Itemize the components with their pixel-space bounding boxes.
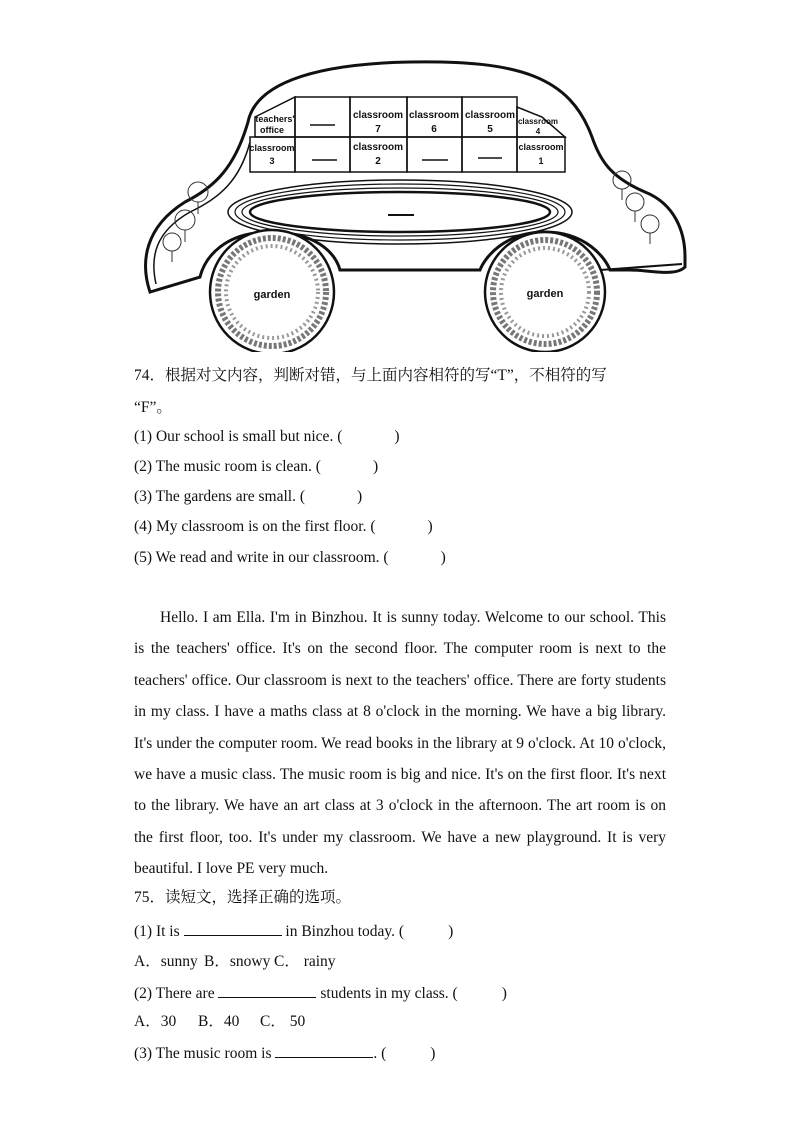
q74-instruction: 74．根据对文内容，判断对错，与上面内容相符的写“T”，不相符的写 (134, 367, 607, 384)
option-b[interactable]: B．40 (198, 1013, 240, 1030)
building-grid (250, 97, 565, 172)
fill-blank[interactable] (218, 983, 316, 998)
q74-item-text: (3) The gardens are small. ( (134, 488, 306, 505)
label-c6-a: classroom (408, 110, 460, 121)
q75-question-1 (134, 921, 453, 942)
option-a[interactable]: A．30 (134, 1013, 177, 1030)
q74-item-close: ) (427, 518, 433, 535)
label-garden-left: garden (253, 289, 291, 301)
q74-item-2 (134, 457, 378, 477)
q74-item-5 (134, 548, 446, 568)
option-a[interactable]: A．sunny (134, 953, 198, 970)
label-c3-b: 3 (269, 156, 275, 166)
q75-question-2 (134, 983, 507, 1004)
label-c7-b: 7 (375, 124, 381, 135)
q75-q2-close: ) (501, 985, 507, 1002)
car-diagram-svg (130, 52, 700, 352)
q75-q3-after: . ( (373, 1045, 387, 1062)
q75-instruction: 75．读短文，选择正确的选项。 (134, 889, 352, 906)
q75-question-3 (134, 1043, 435, 1064)
label-c2-a: classroom (352, 142, 404, 153)
label-c7-a: classroom (352, 110, 404, 121)
label-c5-b: 5 (487, 124, 493, 135)
q75-options-1 (134, 952, 336, 972)
label-c1-b: 1 (538, 156, 544, 166)
option-c[interactable]: C． rainy (274, 953, 336, 970)
q75-q3-before: (3) The music room is (134, 1045, 272, 1062)
q74-item-text: (4) My classroom is on the first floor. ( (134, 518, 376, 535)
q74-item-close: ) (357, 488, 363, 505)
q74-instruction-cont: “F”。 (134, 399, 172, 416)
q75-q1-before: (1) It is (134, 923, 180, 940)
reading-passage: Hello. I am Ella. I'm in Binzhou. It is sunny today. Welcome to our school. This is the teachers' office. It's on the second floor. The computer room is next to the teachers' office. Our classroom is next to the teachers' office. There are forty students in my class. I have a maths class at 8 o'clock in the morning. We have a big library. It's under the computer room. We read books in the library at 9 o'clock. At 10 o'clock, we have a music class. The music room is big and nice. It's on the first floor. It's next to the library. We have an art class at 3 o'clock in the afternoon. The art room is on the first floor, too. It's under my classroom. We have a new playground. It is very beautiful. I love PE very much. (134, 609, 666, 878)
q75-q3-close: ) (430, 1045, 436, 1062)
label-c2-b: 2 (375, 156, 381, 167)
school-car-diagram (130, 52, 700, 352)
q74-item-3 (134, 487, 362, 507)
q74-item-text: (5) We read and write in our classroom. ( (134, 549, 389, 566)
q75-q1-close: ) (448, 923, 454, 940)
q75-q2-after: students in my class. ( (320, 985, 458, 1002)
fill-blank[interactable] (184, 921, 282, 936)
label-c1-a: classroom (518, 142, 564, 152)
q74-item-close: ) (394, 428, 400, 445)
q74-item-close: ) (440, 549, 446, 566)
q75-q1-after: in Binzhou today. ( (285, 923, 405, 940)
label-c4-a: classroom (517, 117, 559, 126)
option-c[interactable]: C． 50 (260, 1013, 306, 1030)
q74-item-text: (1) Our school is small but nice. ( (134, 428, 343, 445)
q75-q2-before: (2) There are (134, 985, 215, 1002)
label-c4-b: 4 (535, 127, 541, 136)
label-c6-b: 6 (431, 124, 437, 135)
tree-icon (613, 171, 659, 244)
label-c5-a: classroom (464, 110, 516, 121)
q74-item-4 (134, 517, 433, 537)
q74-item-text: (2) The music room is clean. ( (134, 458, 321, 475)
option-b[interactable]: B．snowy (204, 953, 271, 970)
q74-item-close: ) (372, 458, 379, 475)
q75-options-2 (134, 1012, 305, 1032)
label-teachers-office-1: teachers' (255, 114, 295, 124)
label-garden-right: garden (526, 288, 564, 300)
label-c3-a: classroom (249, 143, 295, 153)
q74-item-1 (134, 427, 400, 447)
fill-blank[interactable] (275, 1043, 373, 1058)
label-teachers-office-2: office (259, 125, 285, 135)
